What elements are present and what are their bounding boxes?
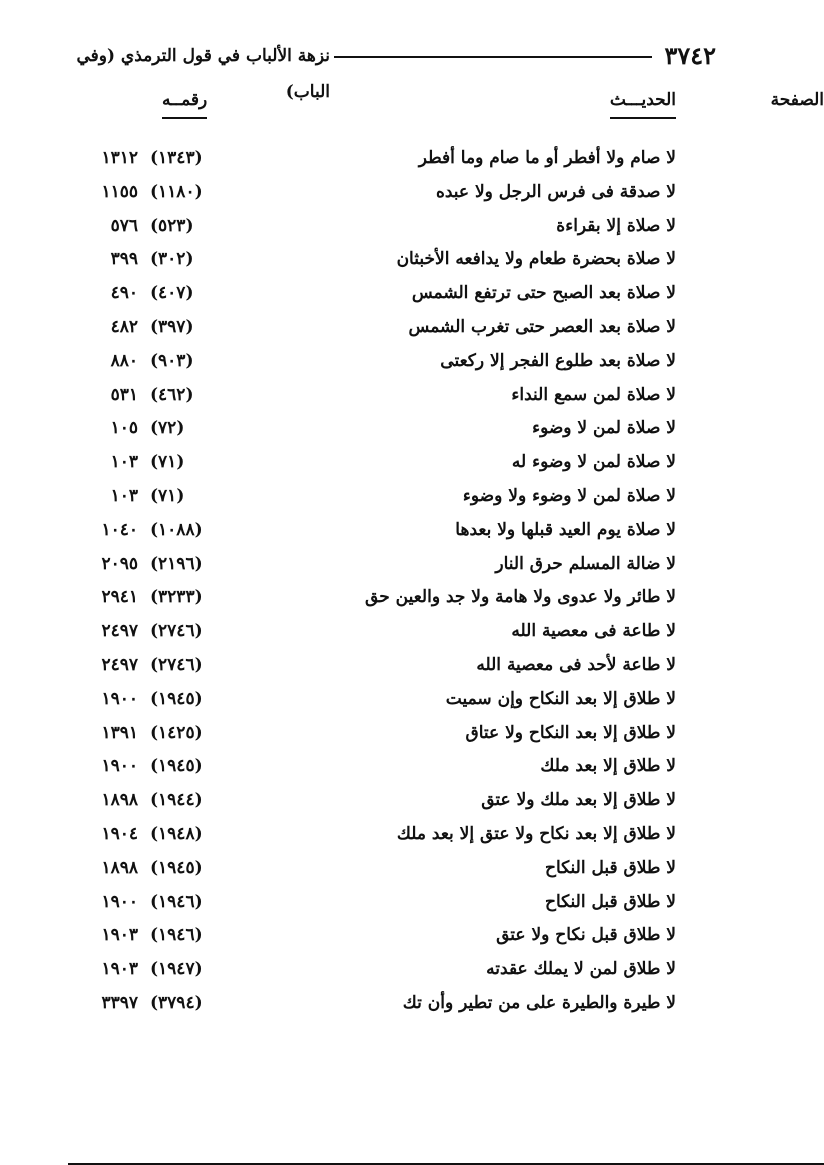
- index-row: [38, 378, 716, 412]
- index-row: [38, 648, 716, 682]
- column-header-number: رقمــه: [162, 86, 207, 119]
- page-reference: ١٠٥: [110, 418, 138, 439]
- hadith-text: لا صلاة بعد الصبح حتى ترتفع الشمس: [411, 283, 676, 304]
- hadith-text: لا طلاق قبل النكاح: [544, 857, 676, 878]
- hadith-text: لا طاعة فى معصية الله: [511, 621, 676, 642]
- hadith-number: (١٩٤٦): [150, 891, 203, 912]
- hadith-text: لا طلاق إلا بعد ملك ولا عتق: [481, 790, 676, 811]
- hadith-text: لا صلاة إلا بقراءة: [556, 215, 676, 236]
- page-reference: ٤٩٠: [110, 283, 138, 304]
- page-reference: ٣٩٩: [110, 249, 138, 270]
- column-header-page: الصفحة: [68, 86, 824, 1165]
- hadith-text: لا طلاق قبل النكاح: [544, 891, 676, 912]
- index-row: [38, 817, 716, 851]
- index-row: [38, 175, 716, 209]
- page-reference: ١٨٩٨: [101, 857, 138, 878]
- page-reference: ١٩٠٠: [101, 688, 138, 709]
- hadith-text: لا صلاة لمن لا وضوء: [532, 418, 676, 439]
- hadith-number: (٧١): [150, 485, 185, 506]
- column-header-hadith: الحديـــث: [610, 86, 676, 119]
- page-reference: ٢٤٩٧: [101, 621, 138, 642]
- index-row: [38, 276, 716, 310]
- page-reference: ١٩٠٣: [101, 959, 138, 980]
- index-row: [38, 445, 716, 479]
- hadith-number: (٩٠٣): [150, 350, 194, 371]
- hadith-number: (٣٩٧): [150, 316, 194, 337]
- index-row: [38, 411, 716, 445]
- book-title: نزهة الألباب في قول الترمذي (وفي الباب): [76, 46, 330, 102]
- hadith-text: لا ضالة المسلم حرق النار: [495, 553, 676, 574]
- page-reference: ٢٠٩٥: [101, 553, 138, 574]
- column-headers: [38, 86, 824, 122]
- index-row: [38, 479, 716, 513]
- hadith-number: (١٩٤٥): [150, 857, 203, 878]
- index-row: [38, 918, 716, 952]
- hadith-number: (٥٢٣): [150, 215, 194, 236]
- hadith-number: (١٩٤٨): [150, 823, 203, 844]
- hadith-number: (٧٢): [150, 418, 185, 439]
- hadith-text: لا صلاة يوم العيد قبلها ولا بعدها: [455, 519, 676, 540]
- index-row: [38, 344, 716, 378]
- hadith-text: لا طاعة لأحد فى معصية الله: [476, 654, 676, 675]
- hadith-text: لا طلاق إلا بعد ملك: [540, 756, 676, 777]
- index-row: [38, 783, 716, 817]
- index-row: [38, 851, 716, 885]
- index-row: [38, 547, 716, 581]
- hadith-text: لا صام ولا أفطر أو ما صام وما أفطر: [418, 148, 676, 168]
- page-number: ٣٧٤٢: [664, 41, 716, 70]
- hadith-text: لا طيرة والطيرة على من تطير وأن تك: [402, 992, 676, 1013]
- page-reference: ١٩٠٣: [101, 925, 138, 946]
- index-row: [38, 580, 716, 614]
- page-reference: ١٣٩١: [101, 722, 138, 743]
- page-reference: ٥٣١: [110, 384, 138, 405]
- index-row: [38, 209, 716, 243]
- hadith-number: (١٩٤٦): [150, 925, 203, 946]
- page-reference: ١١٥٥: [101, 181, 138, 202]
- hadith-number: (١٩٤٥): [150, 756, 203, 777]
- index-row: [38, 513, 716, 547]
- hadith-number: (٢٧٤٦): [150, 654, 203, 675]
- hadith-number: (٤٦٢): [150, 384, 194, 405]
- page-reference: ١٣١٢: [101, 148, 138, 168]
- hadith-text: لا طلاق لمن لا يملك عقدته: [486, 959, 676, 980]
- page-reference: ٣٣٩٧: [101, 992, 138, 1013]
- hadith-text: لا صلاة بعد طلوع الفجر إلا ركعتى: [440, 350, 676, 371]
- hadith-number: (٢٧٤٦): [150, 621, 203, 642]
- hadith-number: (١١٨٠): [150, 181, 203, 202]
- hadith-number: (٧١): [150, 452, 185, 473]
- hadith-text: لا صلاة لمن سمع النداء: [511, 384, 676, 405]
- header-rule: [334, 56, 652, 58]
- index-row: [38, 242, 716, 276]
- index-row: [38, 614, 716, 648]
- hadith-text: لا صلاة بعد العصر حتى تغرب الشمس: [408, 316, 676, 337]
- hadith-text: لا طلاق قبل نكاح ولا عتق: [496, 925, 676, 946]
- page-reference: ١٩٠٤: [101, 823, 138, 844]
- hadith-text: لا صلاة بحضرة طعام ولا يدافعه الأخبثان: [396, 249, 676, 270]
- hadith-text: لا طلاق إلا بعد النكاح ولا عتاق: [465, 722, 676, 743]
- hadith-number: (٢١٩٦): [150, 553, 203, 574]
- index-row: [38, 885, 716, 919]
- page-reference: ١٩٠٠: [101, 891, 138, 912]
- index-row: [38, 952, 716, 986]
- index-row: [38, 716, 716, 750]
- hadith-text: لا طلاق إلا بعد نكاح ولا عتق إلا بعد ملك: [396, 823, 676, 844]
- hadith-number: (٣٠٢): [150, 249, 194, 270]
- page-reference: ٥٧٦: [110, 215, 138, 236]
- page-reference: ١٠٤٠: [101, 519, 138, 540]
- hadith-number: (١٤٢٥): [150, 722, 203, 743]
- hadith-text: لا طائر ولا عدوى ولا هامة ولا جد والعين حق: [365, 587, 676, 608]
- page-reference: ١٠٣: [110, 485, 138, 506]
- index-row: [38, 749, 716, 783]
- hadith-text: لا طلاق إلا بعد النكاح وإن سميت: [445, 688, 676, 709]
- hadith-index-list: [38, 141, 716, 1020]
- hadith-number: (١٩٤٤): [150, 790, 203, 811]
- index-row: [38, 682, 716, 716]
- hadith-number: (١٠٨٨): [150, 519, 203, 540]
- hadith-number: (١٩٤٥): [150, 688, 203, 709]
- page-reference: ٢٩٤١: [101, 587, 138, 608]
- page-reference: ٤٨٢: [110, 316, 138, 337]
- hadith-number: (٣٢٣٣): [150, 587, 203, 608]
- hadith-number: (١٣٤٣): [150, 148, 203, 168]
- page-reference: ٨٨٠: [110, 350, 138, 371]
- page-reference: ١٩٠٠: [101, 756, 138, 777]
- index-row: [38, 986, 716, 1020]
- hadith-number: (٣٧٩٤): [150, 992, 203, 1013]
- page-reference: ١٠٣: [110, 452, 138, 473]
- hadith-text: لا صلاة لمن لا وضوء له: [511, 452, 676, 473]
- page-reference: ٢٤٩٧: [101, 654, 138, 675]
- index-row: [38, 141, 716, 175]
- hadith-text: لا صدقة فى فرس الرجل ولا عبده: [435, 181, 676, 202]
- hadith-number: (١٩٤٧): [150, 959, 203, 980]
- index-row: [38, 310, 716, 344]
- hadith-text: لا صلاة لمن لا وضوء ولا وضوء: [462, 485, 676, 506]
- hadith-number: (٤٠٧): [150, 283, 194, 304]
- page-reference: ١٨٩٨: [101, 790, 138, 811]
